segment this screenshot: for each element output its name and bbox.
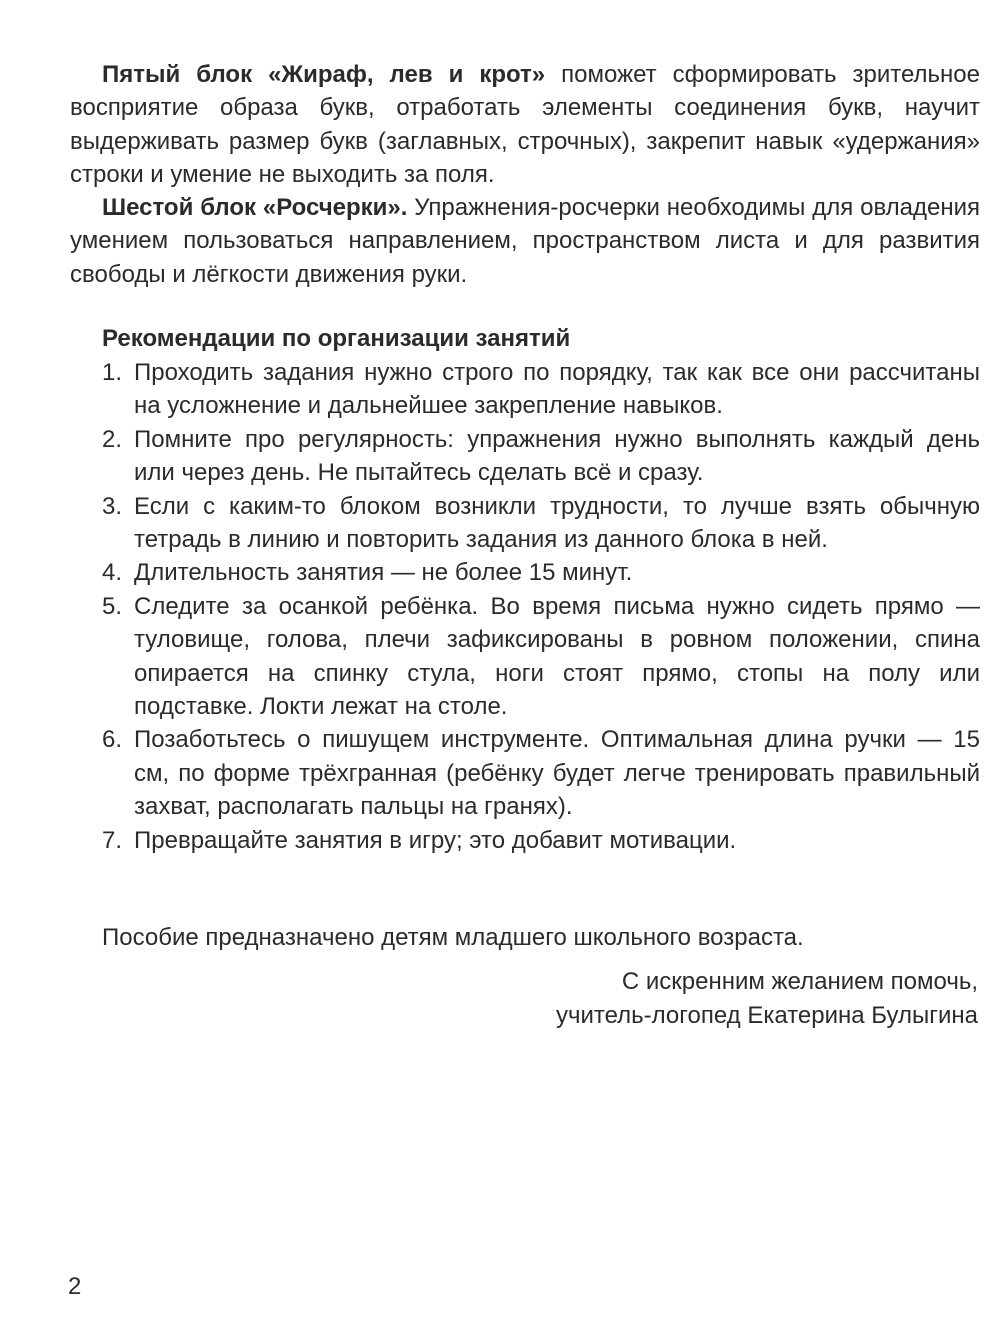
list-item-number: 4. bbox=[102, 559, 123, 587]
list-item bbox=[102, 723, 980, 823]
list-item-text: Длительность занятия — не более 15 минут. bbox=[134, 559, 633, 587]
block5-paragraph bbox=[70, 58, 980, 192]
list-item bbox=[102, 556, 980, 589]
block6-lead: Шестой блок «Росчерки». bbox=[102, 194, 408, 221]
signature bbox=[556, 965, 978, 1033]
list-item-number: 7. bbox=[102, 826, 123, 854]
purpose-statement: Пособие предназначено детям младшего школьного возраста. bbox=[102, 924, 804, 951]
recommendations-heading: Рекомендации по организации занятий bbox=[102, 325, 571, 352]
list-item-number: 2. bbox=[102, 425, 123, 453]
list-item-text: Проходить задания нужно строго по порядку, так как все они рассчитаны на усложнение и дальнейшее закрепление навыков. bbox=[134, 359, 980, 420]
list-item-number: 3. bbox=[102, 492, 123, 520]
list-item-number: 5. bbox=[102, 592, 123, 620]
signature-line-2: учитель-логопед Екатерина Булыгина bbox=[555, 1002, 978, 1029]
list-item bbox=[102, 356, 980, 423]
list-item-number: 6. bbox=[102, 726, 123, 754]
block5-lead: Пятый блок «Жираф, лев и крот» bbox=[102, 61, 546, 88]
list-item bbox=[102, 824, 980, 857]
list-item bbox=[102, 490, 980, 557]
recommendations-list bbox=[102, 356, 980, 857]
list-item-text: Если с каким-то блоком возникли трудности, то лучше взять обычную тетрадь в линию и повторить задания из данного блока в ней. bbox=[134, 492, 980, 554]
list-item bbox=[102, 423, 980, 490]
list-item-text: Помните про регулярность: упражнения нужно выполнять каждый день или через день. Не пытайтесь сделать всё и сразу. bbox=[134, 425, 980, 487]
block6-paragraph bbox=[70, 191, 980, 291]
list-item-text: Превращайте занятия в игру; это добавит мотивации. bbox=[134, 826, 737, 854]
list-item-number: 1. bbox=[102, 359, 123, 386]
page-number: 2 bbox=[68, 1273, 82, 1300]
list-item-text: Позаботьтесь о пишущем инструменте. Оптимальная длина ручки — 15 см, по форме трёхгранная (ребёнку будет легче тренировать правильный захват, располагать пальцы на гранях). bbox=[134, 726, 980, 821]
list-item bbox=[102, 590, 980, 724]
list-item-text: Следите за осанкой ребёнка. Во время письма нужно сидеть прямо — туловище, голова, плечи зафиксированы в ровном положении, спина опирается на спинку стула, ноги стоят прямо, стопы на полу или подставке. Локти лежат на столе. bbox=[134, 592, 980, 721]
block6-text: Упражнения-росчерки необходимы для овладения умением пользоваться направлением, пространством листа и для развития свободы и лёгкости движения руки. bbox=[70, 194, 981, 288]
block5-text: поможет сформировать зрительное восприятие образа букв, отработать элементы соединения букв, научит выдерживать размер букв (заглавных, строчных), закрепит навык «удержания» строки и умение не выходить за поля. bbox=[70, 61, 980, 189]
signature-line-1: С искренним желанием помочь, bbox=[621, 968, 978, 995]
